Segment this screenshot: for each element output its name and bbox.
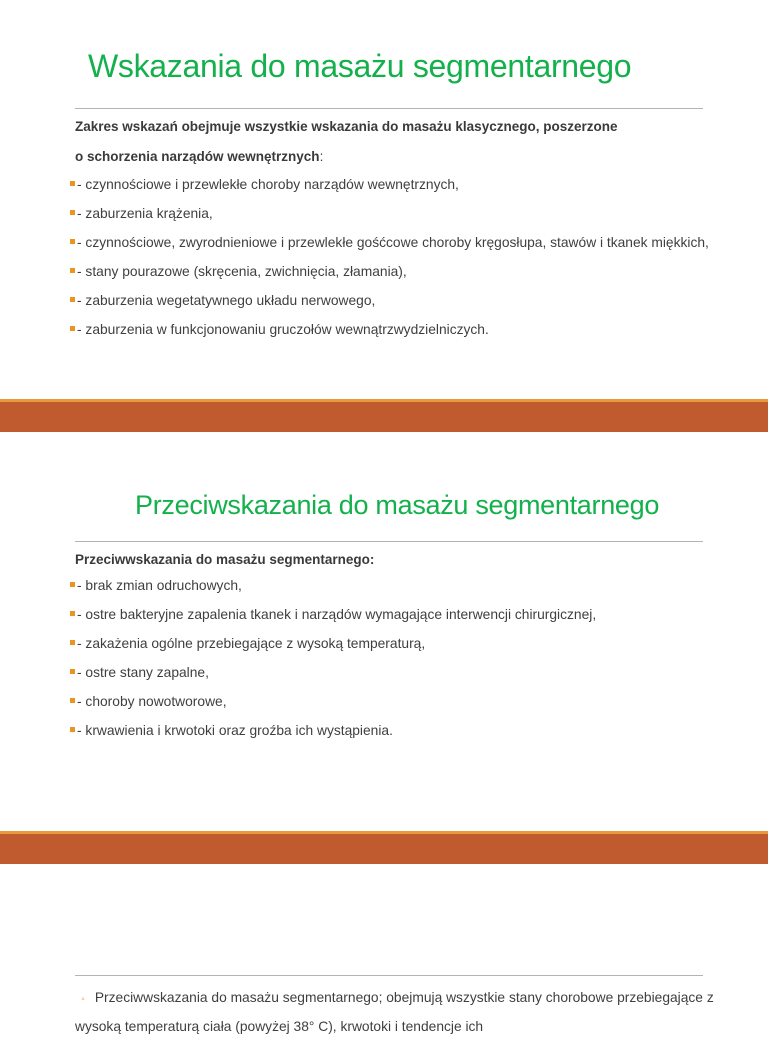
list-item: - choroby nowotworowe, [70,693,730,711]
square-bullet-icon [70,297,75,302]
indications-list [70,176,730,350]
square-bullet-icon [70,268,75,273]
square-bullet-icon [70,239,75,244]
list-item: - zaburzenia w funkcjonowaniu gruczołów wewnątrzwydzielniczych. [70,321,730,339]
square-bullet-icon [70,326,75,331]
slide-separator-band [0,399,768,432]
slide-separator-band [0,831,768,864]
circle-bullet-icon: ◦ [81,994,85,1005]
lead-text-line-2-bold: o schorzenia narządów wewnętrznych [75,149,320,164]
title-divider [75,541,703,542]
square-bullet-icon [70,669,75,674]
slide-indications [0,0,768,401]
lead-text: Przeciwwskazania do masażu segmentarnego: [75,552,375,567]
summary-text: Przeciwwskazania do masażu segmentarnego; obejmują wszystkie stany chorobowe przebiegające z wysoką temperaturą ciała (powyżej 38° C), krwotoki i tendencje ich [75,990,714,1034]
title-divider [75,108,703,109]
slide-contraindications-summary [0,864,768,1034]
list-item: - stany pourazowe (skręcenia, zwichnięcia, złamania), [70,263,730,281]
square-bullet-icon [70,181,75,186]
square-bullet-icon [70,698,75,703]
lead-colon: : [319,149,324,164]
list-item: - czynnościowe, zwyrodnieniowe i przewlekłe gośćcowe choroby kręgosłupa, stawów i tkanek miękkich, [70,234,730,252]
square-bullet-icon [70,640,75,645]
slide-title: Wskazania do masażu segmentarnego [88,48,632,84]
contraindications-list [70,577,730,751]
square-bullet-icon [70,727,75,732]
separator-rust-bar [0,402,768,432]
list-item: - zaburzenia krążenia, [70,205,730,223]
list-item: - czynnościowe i przewlekłe choroby narządów wewnętrznych, [70,176,730,194]
list-item: - ostre bakteryjne zapalenia tkanek i narządów wymagające interwencji chirurgicznej, [70,606,730,624]
title-divider [75,975,703,976]
lead-text-line-1: Zakres wskazań obejmuje wszystkie wskazania do masażu klasycznego, poszerzone [75,119,618,134]
list-item: - brak zmian odruchowych, [70,577,730,595]
square-bullet-icon [70,611,75,616]
slide-title: Przeciwskazania do masażu segmentarnego [135,490,660,520]
summary-paragraph [75,984,715,1040]
separator-rust-bar [0,834,768,864]
square-bullet-icon [70,582,75,587]
lead-text-line-2 [75,149,323,164]
list-item: - ostre stany zapalne, [70,664,730,682]
list-item: - krwawienia i krwotoki oraz groźba ich wystąpienia. [70,722,730,740]
slide-contraindications [0,432,768,832]
square-bullet-icon [70,210,75,215]
list-item: - zakażenia ogólne przebiegające z wysoką temperaturą, [70,635,730,653]
list-item: - zaburzenia wegetatywnego układu nerwowego, [70,292,730,310]
